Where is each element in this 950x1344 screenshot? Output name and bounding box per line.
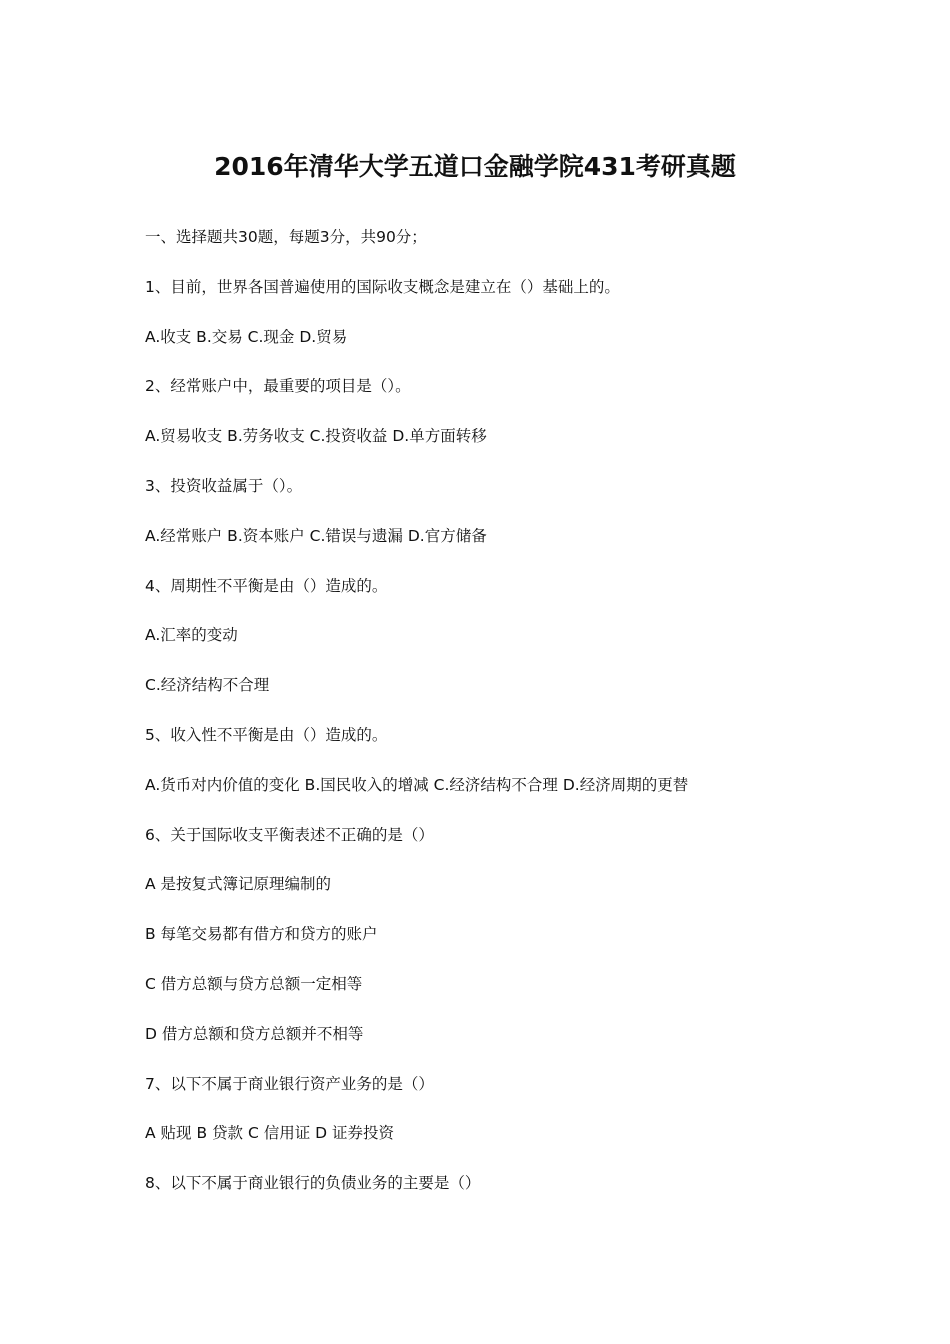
question-4-option-c: C.经济结构不合理 (145, 676, 270, 695)
question-2: 2、经常账户中，最重要的项目是（）。 (145, 377, 411, 396)
question-6-option-a: A 是按复式簿记原理编制的 (145, 875, 332, 894)
question-1-options: A.收支 B.交易 C.现金 D.贸易 (145, 327, 348, 346)
question-6: 6、关于国际收支平衡表述不正确的是（） (145, 825, 434, 844)
question-3-options: A.经常账户 B.资本账户 C.错误与遗漏 D.官方储备 (145, 526, 487, 545)
question-4: 4、周期性不平衡是由（）造成的。 (145, 576, 388, 595)
question-5: 5、收入性不平衡是由（）造成的。 (145, 725, 388, 744)
question-3: 3、投资收益属于（）。 (145, 476, 303, 495)
question-6-option-c: C 借方总额与贷方总额一定相等 (145, 974, 363, 993)
question-6-option-d: D 借方总额和贷方总额并不相等 (145, 1024, 364, 1043)
question-1: 1、目前，世界各国普遍使用的国际收支概念是建立在（）基础上的。 (145, 277, 620, 296)
question-5-options: A.货币对内价值的变化 B.国民收入的增减 C.经济结构不合理 D.经济周期的更替 (145, 775, 689, 794)
question-4-option-a: A.汇率的变动 (145, 626, 238, 645)
question-list (145, 224, 905, 1220)
section-heading: 一、选择题共30题，每题3分，共90分； (145, 228, 427, 246)
question-7: 7、以下不属于商业银行资产业务的是（） (145, 1074, 434, 1093)
question-8: 8、以下不属于商业银行的负债业务的主要是（） (145, 1174, 481, 1193)
question-6-option-b: B 每笔交易都有借方和贷方的账户 (145, 925, 378, 944)
question-2-options: A.贸易收支 B.劳务收支 C.投资收益 D.单方面转移 (145, 427, 487, 446)
question-7-options: A 贴现 B 贷款 C 信用证 D 证券投资 (145, 1124, 394, 1143)
document-title: 2016年清华大学五道口金融学院431考研真题 (214, 151, 736, 181)
